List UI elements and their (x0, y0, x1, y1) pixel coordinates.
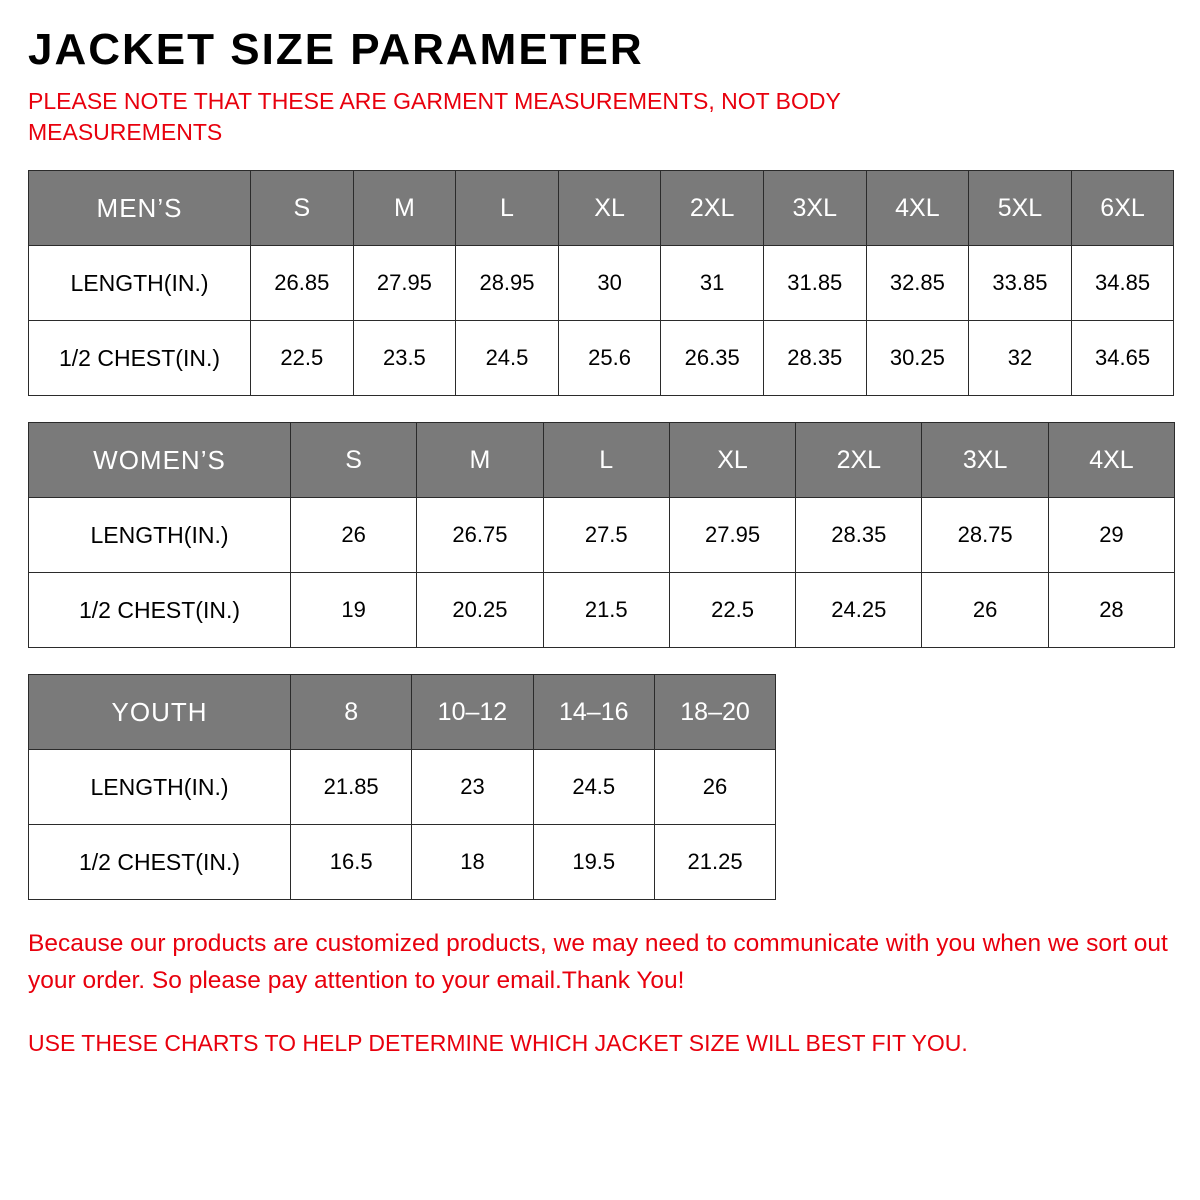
table-cell: 33.85 (969, 246, 1072, 321)
customization-note: Because our products are customized products, we may need to communicate with you when we sort out your order. So please pay attention to your email.Thank You! (28, 930, 1168, 995)
table-cell: 21.85 (291, 750, 412, 825)
table-cell: 31 (661, 246, 764, 321)
garment-measurement-note: PLEASE NOTE THAT THESE ARE GARMENT MEASUREMENTS, NOT BODY MEASUREMENTS (28, 88, 841, 146)
table-cell: 24.5 (533, 750, 654, 825)
table-cell: 26 (654, 750, 775, 825)
table-cell: 34.85 (1071, 246, 1174, 321)
table-row (29, 573, 1175, 648)
table-cell: 26 (291, 498, 417, 573)
table-cell: 21.25 (654, 825, 775, 900)
mens-size-header: 2XL (661, 171, 764, 246)
chart-usage-note: USE THESE CHARTS TO HELP DETERMINE WHICH JACKET SIZE WILL BEST FIT YOU. (28, 1029, 968, 1056)
table-cell: 28.35 (796, 498, 922, 573)
table-cell: 28.75 (922, 498, 1048, 573)
youth-size-header: 18–20 (654, 675, 775, 750)
womens-size-header: 2XL (796, 423, 922, 498)
table-cell: 26.75 (417, 498, 543, 573)
table-cell: 27.5 (543, 498, 669, 573)
table-cell: 20.25 (417, 573, 543, 648)
table-cell: 31.85 (763, 246, 866, 321)
table-cell: 30.25 (866, 321, 969, 396)
mens-category-label: MEN’S (29, 171, 251, 246)
table-cell: 28.35 (763, 321, 866, 396)
table-cell: 27.95 (669, 498, 795, 573)
mens-size-header: 4XL (866, 171, 969, 246)
mens-size-header: S (251, 171, 354, 246)
table-cell: 22.5 (669, 573, 795, 648)
table-cell: 23.5 (353, 321, 456, 396)
mens-size-header: 6XL (1071, 171, 1174, 246)
youth-size-table (28, 674, 776, 900)
womens-size-header: 3XL (922, 423, 1048, 498)
table-cell: 16.5 (291, 825, 412, 900)
table-cell: 32.85 (866, 246, 969, 321)
youth-size-header: 10–12 (412, 675, 533, 750)
table-cell: 32 (969, 321, 1072, 396)
row-label: 1/2 CHEST(IN.) (29, 573, 291, 648)
table-cell: 26.85 (251, 246, 354, 321)
table-cell: 30 (558, 246, 661, 321)
mens-size-header: 3XL (763, 171, 866, 246)
womens-size-table (28, 422, 1175, 648)
womens-size-header: XL (669, 423, 795, 498)
mens-size-table (28, 170, 1174, 396)
row-label: 1/2 CHEST(IN.) (29, 321, 251, 396)
table-cell: 28 (1048, 573, 1174, 648)
row-label: LENGTH(IN.) (29, 246, 251, 321)
youth-size-header: 8 (291, 675, 412, 750)
table-cell: 18 (412, 825, 533, 900)
mens-size-header: M (353, 171, 456, 246)
table-header-row (29, 675, 776, 750)
row-label: 1/2 CHEST(IN.) (29, 825, 291, 900)
table-cell: 34.65 (1071, 321, 1174, 396)
womens-category-label: WOMEN’S (29, 423, 291, 498)
table-cell: 23 (412, 750, 533, 825)
table-cell: 26 (922, 573, 1048, 648)
womens-size-header: L (543, 423, 669, 498)
table-cell: 28.95 (456, 246, 559, 321)
page-title: JACKET SIZE PARAMETER (28, 25, 644, 74)
table-header-row (29, 171, 1174, 246)
row-label: LENGTH(IN.) (29, 750, 291, 825)
table-cell: 25.6 (558, 321, 661, 396)
table-header-row (29, 423, 1175, 498)
womens-size-header: S (291, 423, 417, 498)
table-cell: 22.5 (251, 321, 354, 396)
table-row (29, 246, 1174, 321)
youth-category-label: YOUTH (29, 675, 291, 750)
table-cell: 19 (291, 573, 417, 648)
table-row (29, 750, 776, 825)
table-cell: 29 (1048, 498, 1174, 573)
mens-size-header: 5XL (969, 171, 1072, 246)
table-cell: 24.25 (796, 573, 922, 648)
youth-size-header: 14–16 (533, 675, 654, 750)
table-row (29, 321, 1174, 396)
mens-size-header: L (456, 171, 559, 246)
table-cell: 27.95 (353, 246, 456, 321)
table-cell: 24.5 (456, 321, 559, 396)
table-row (29, 825, 776, 900)
table-cell: 26.35 (661, 321, 764, 396)
womens-size-header: 4XL (1048, 423, 1174, 498)
table-cell: 19.5 (533, 825, 654, 900)
row-label: LENGTH(IN.) (29, 498, 291, 573)
table-cell: 21.5 (543, 573, 669, 648)
womens-size-header: M (417, 423, 543, 498)
table-row (29, 498, 1175, 573)
mens-size-header: XL (558, 171, 661, 246)
